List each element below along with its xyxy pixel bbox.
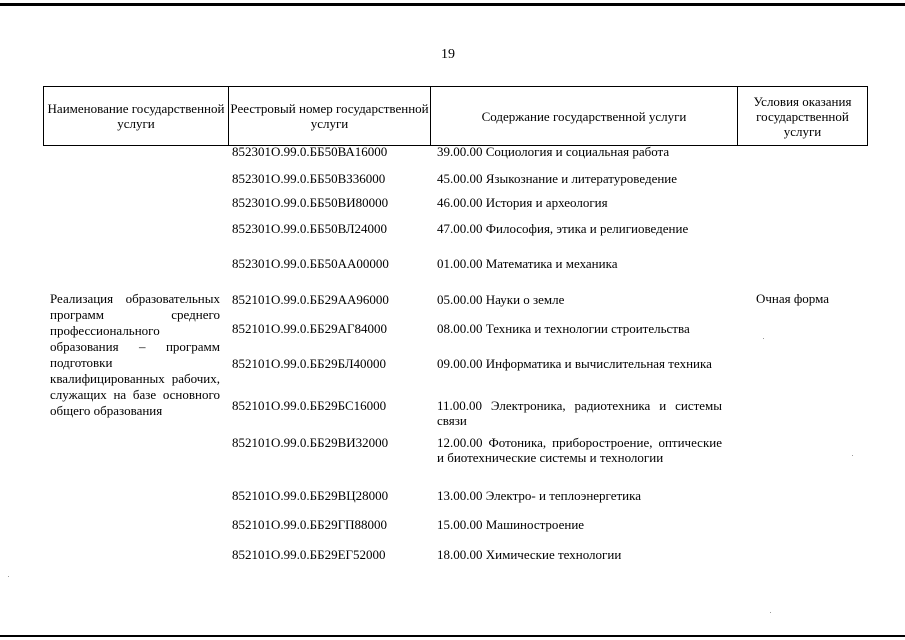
service-content: 45.00.00 Языкознание и литературоведение — [437, 171, 678, 186]
scan-speck — [763, 338, 764, 339]
service-name-cell: Реализация образовательных программ среднего профессионального образования – программ подготовки квалифицированных рабочих, служащих на базе основного общего образования — [50, 291, 220, 418]
service-content: 46.00.00 История и археология — [437, 195, 608, 210]
header-service-name: Наименование государственной услуги — [47, 101, 225, 131]
registry-number: 852101О.99.0.ББ29БС16000 — [232, 398, 387, 413]
header-registry-number: Реестровый номер государственной услуги — [228, 87, 430, 145]
service-content: 47.00.00 Философия, этика и религиоведение — [437, 221, 689, 236]
service-content: 15.00.00 Машиностроение — [437, 517, 585, 532]
registry-number: 852101О.99.0.ББ29АА96000 — [232, 292, 389, 307]
scan-speck — [852, 455, 853, 456]
registry-number: 852301О.99.0.ББ50ВЛ24000 — [232, 221, 388, 236]
service-content: 09.00.00 Информатика и вычислительная техника — [437, 356, 712, 371]
scan-speck — [8, 576, 9, 577]
registry-number: 852101О.99.0.ББ29ГП88000 — [232, 517, 387, 532]
service-condition-cell: Очная форма — [756, 291, 830, 306]
bottom-rule — [0, 635, 905, 637]
service-content: 05.00.00 Науки о земле — [437, 292, 565, 307]
registry-number: 852301О.99.0.ББ50АА00000 — [232, 256, 389, 271]
registry-number: 852301О.99.0.ББ50ВА16000 — [232, 144, 388, 159]
registry-number: 852101О.99.0.ББ29ВЦ28000 — [232, 488, 389, 503]
table-header — [43, 86, 868, 146]
header-service-content: Содержание государственной услуги — [430, 87, 737, 145]
service-content: 39.00.00 Социология и социальная работа — [437, 144, 670, 159]
service-content: 11.00.00 Электроника, радиотехника и системы связи — [437, 398, 722, 428]
service-content: 12.00.00 Фотоника, приборостроение, оптические и биотехнические системы и технологии — [437, 435, 722, 465]
service-content: 18.00.00 Химические технологии — [437, 547, 622, 562]
service-content: 13.00.00 Электро- и теплоэнергетика — [437, 488, 642, 503]
top-rule — [0, 3, 905, 6]
header-service-conditions: Условия оказания государственной услуги — [737, 87, 867, 145]
service-content: 01.00.00 Математика и механика — [437, 256, 618, 271]
scan-speck — [770, 612, 771, 613]
registry-number: 852101О.99.0.ББ29ВИ32000 — [232, 435, 389, 450]
page-number: 19 — [441, 47, 455, 62]
registry-number: 852301О.99.0.ББ50ВЗ36000 — [232, 171, 386, 186]
registry-number: 852101О.99.0.ББ29АГ84000 — [232, 321, 387, 336]
registry-number: 852101О.99.0.ББ29БЛ40000 — [232, 356, 387, 371]
service-content: 08.00.00 Техника и технологии строительства — [437, 321, 690, 336]
registry-number: 852301О.99.0.ББ50ВИ80000 — [232, 195, 389, 210]
registry-number: 852101О.99.0.ББ29ЕГ52000 — [232, 547, 386, 562]
